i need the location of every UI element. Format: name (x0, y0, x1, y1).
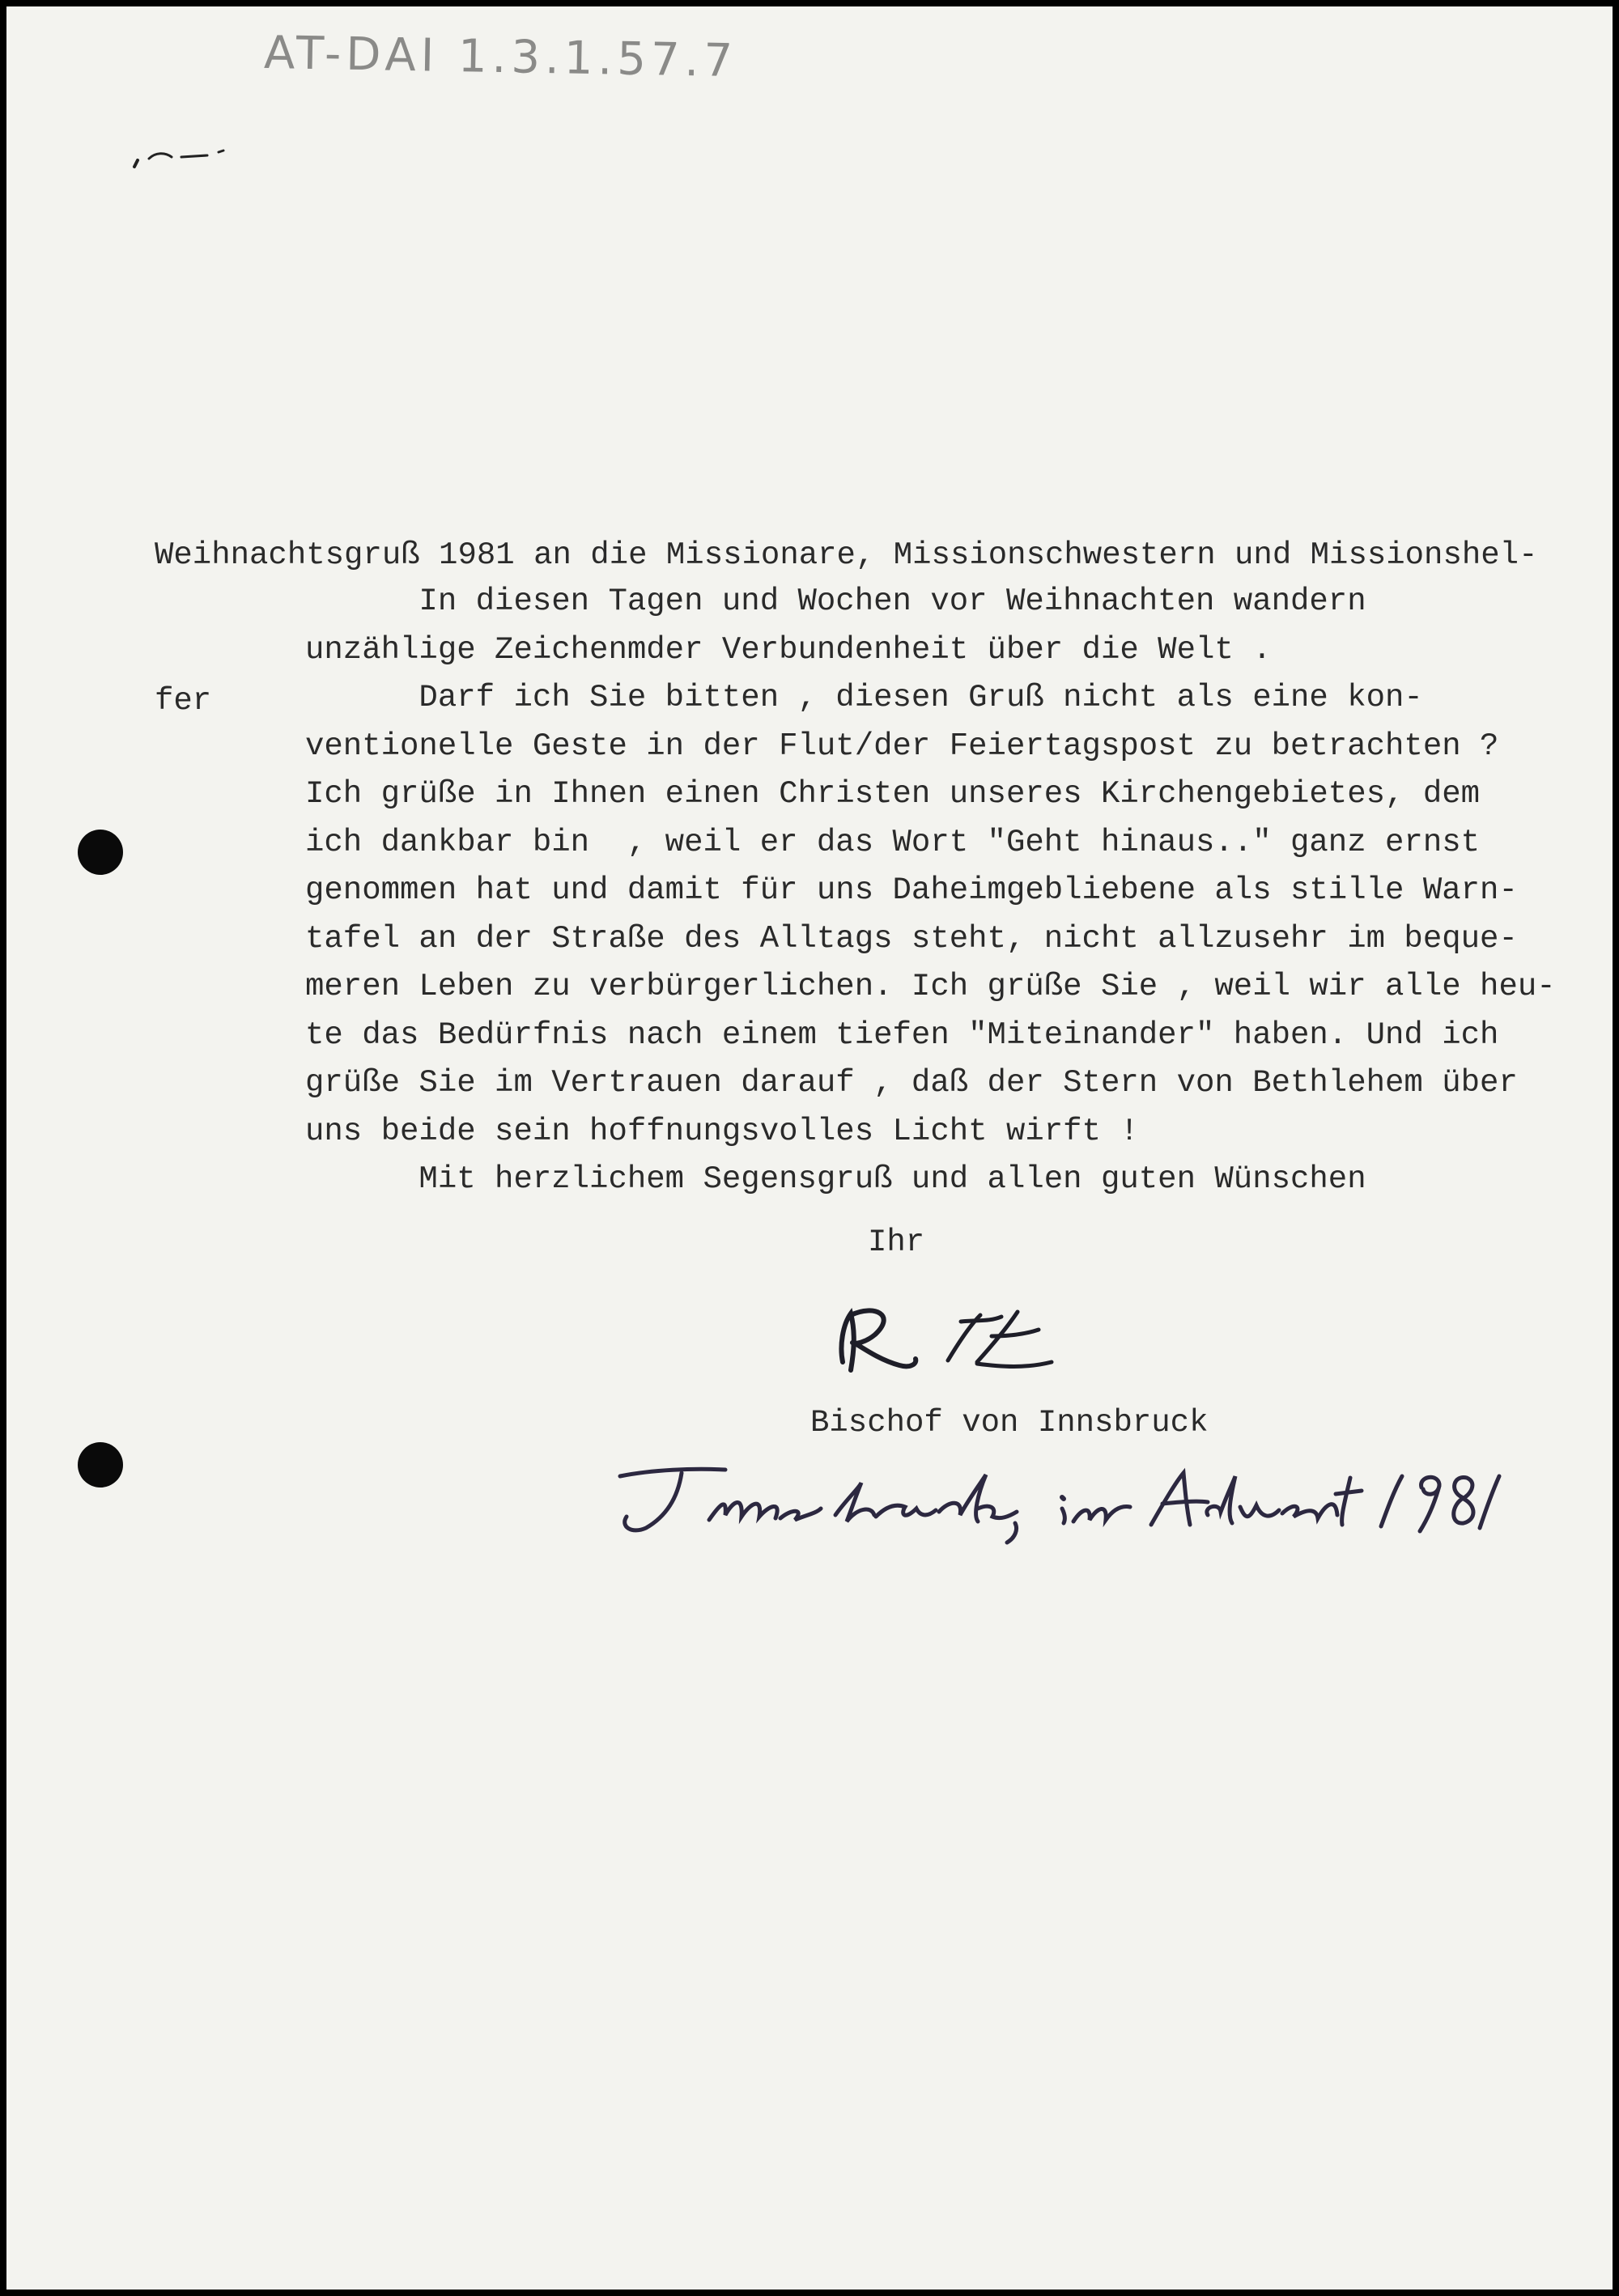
archive-reference-stamp: AT-DAI 1.3.1.57.7 (263, 26, 738, 88)
body-line: Darf ich Sie bitten , diesen Gruß nicht als eine kon- (305, 680, 1423, 715)
closing-word: Ihr (868, 1224, 925, 1260)
punch-hole-top (78, 830, 123, 875)
body-line: ich dankbar bin , weil er das Wort "Geht hinaus.." ganz ernst (305, 824, 1481, 860)
body-line: Mit herzlichem Segensgruß und allen guten Wünschen (305, 1161, 1366, 1197)
letter-body (305, 578, 1600, 1204)
body-line: tafel an der Straße des Alltags steht, nicht allzusehr im beque- (305, 920, 1518, 957)
handwritten-place-date (604, 1458, 1502, 1555)
body-line: te das Bedürfnis nach einem tiefen "Miteinander" haben. Und ich (305, 1016, 1499, 1053)
body-line: ventionelle Geste in der Flut/der Feiertagspost zu betrachten ? (305, 728, 1499, 764)
heading-line-2: fer (155, 683, 212, 719)
body-line: In diesen Tagen und Wochen vor Weihnachten wandern (305, 584, 1366, 619)
heading-line-1: Weihnachtsgruß 1981 an die Missionare, Missionschwestern und Missionshel- (155, 537, 1538, 573)
document-page (6, 6, 1613, 2290)
punch-hole-bottom (78, 1442, 123, 1488)
body-line: meren Leben zu verbürgerlichen. Ich grüße Sie , weil wir alle heu- (305, 969, 1556, 1004)
signatory-title: Bischof von Innsbruck (810, 1405, 1209, 1441)
body-line: genommen hat und damit für uns Daheimgebliebene als stille Warn- (305, 872, 1518, 908)
handwritten-signature (818, 1297, 1061, 1386)
body-line: unzählige Zeichenmder Verbundenheit über die Welt . (305, 631, 1272, 668)
body-line: Ich grüße in Ihnen einen Christen unseres Kirchengebietes, dem (305, 776, 1481, 812)
stray-pen-mark (130, 142, 235, 175)
body-line: grüße Sie im Vertrauen darauf , daß der Stern von Bethlehem über (305, 1065, 1518, 1101)
body-line: uns beide sein hoffnungsvolles Licht wirft ! (305, 1113, 1139, 1149)
